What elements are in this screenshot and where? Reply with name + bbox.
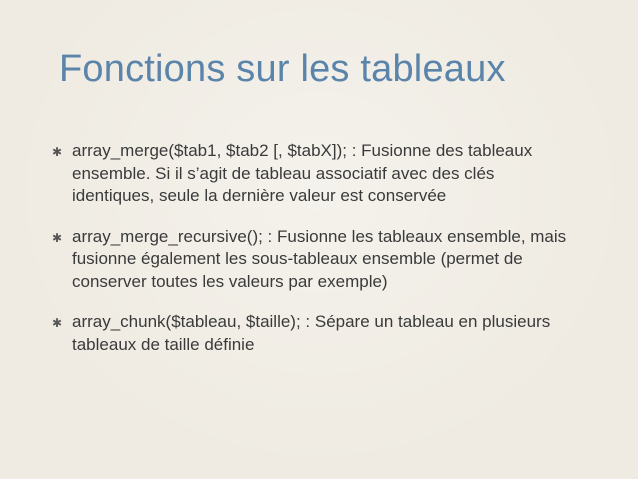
bullet-item-array-merge bbox=[50, 140, 580, 208]
asterisk-bullet-icon: ✱ bbox=[52, 230, 63, 245]
bullet-list bbox=[50, 140, 580, 374]
asterisk-bullet-icon: ✱ bbox=[52, 145, 63, 159]
bullet-text: array_merge($tab1, $tab2 [, $tabX]); : Fusionne des tableaux ensemble. Si il s’agit de tableau associatif avec des clés identiques, seule la dernière valeur est conservée bbox=[72, 141, 533, 205]
bullet-item-array-merge-recursive bbox=[50, 226, 580, 294]
bullet-item-array-chunk bbox=[50, 311, 580, 356]
slide-title: Fonctions sur les tableaux bbox=[59, 48, 506, 90]
bullet-text: array_chunk($tableau, $taille); : Sépare un tableau en plusieurs tableaux de taille définie bbox=[72, 312, 551, 354]
bullet-text: array_merge_recursive(); : Fusionne les tableaux ensemble, mais fusionne également les sous-tableaux ensemble (permet de conserver toutes les valeurs par exemple) bbox=[72, 226, 567, 291]
asterisk-bullet-icon: ✱ bbox=[52, 316, 63, 330]
